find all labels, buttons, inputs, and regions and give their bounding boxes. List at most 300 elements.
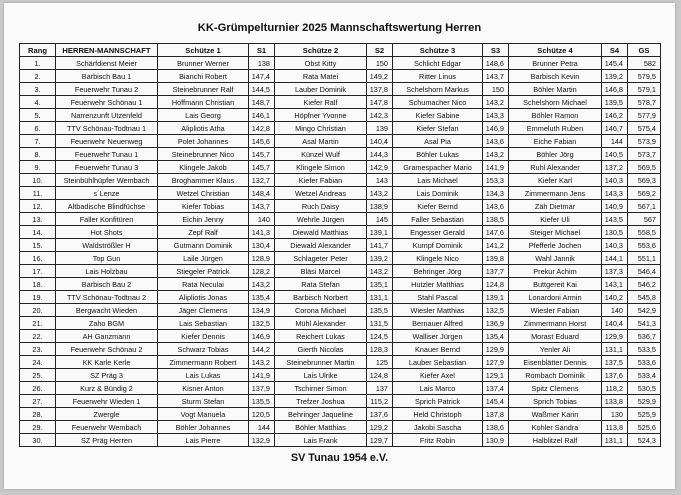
score-sheet — [4, 3, 675, 489]
header-score-1: S1 — [249, 44, 275, 57]
total-cell: 579,5 — [628, 70, 661, 83]
shooter-3-cell: Jakobi Sascha — [393, 421, 483, 434]
shooter-1-cell: Gutmann Dominik — [158, 239, 249, 252]
score-1-cell: 128,2 — [249, 265, 275, 278]
score-4-cell: 113,8 — [602, 421, 628, 434]
rank-cell: 16. — [20, 252, 56, 265]
shooter-4-cell: Spitz Clemens — [509, 382, 602, 395]
shooter-1-cell: Steinebrunner Ralf — [158, 83, 249, 96]
rank-cell: 20. — [20, 304, 56, 317]
rank-cell: 5. — [20, 109, 56, 122]
table-row — [20, 421, 661, 434]
shooter-4-cell: Schelshorn Michael — [509, 96, 602, 109]
score-1-cell: 120,5 — [249, 408, 275, 421]
shooter-1-cell: Broghammer Klaus — [158, 174, 249, 187]
score-4-cell: 140,2 — [602, 291, 628, 304]
score-2-cell: 140,4 — [367, 135, 393, 148]
shooter-3-cell: Behringer Jörg — [393, 265, 483, 278]
total-cell: 553,6 — [628, 239, 661, 252]
table-row — [20, 122, 661, 135]
score-4-cell: 131,1 — [602, 343, 628, 356]
score-4-cell: 145,4 — [602, 57, 628, 70]
team-cell: Steinbühlhüpfer Wembach — [56, 174, 158, 187]
score-1-cell: 143,7 — [249, 200, 275, 213]
score-3-cell: 127,9 — [483, 356, 509, 369]
team-cell: Feuerwehr Tunau 3 — [56, 161, 158, 174]
shooter-1-cell: Vogt Manuela — [158, 408, 249, 421]
score-2-cell: 145 — [367, 213, 393, 226]
team-cell: TTV Schönau-Todtnau 1 — [56, 122, 158, 135]
shooter-3-cell: Knauer Bernd — [393, 343, 483, 356]
rank-cell: 9. — [20, 161, 56, 174]
shooter-2-cell: Rata Stefan — [275, 278, 367, 291]
score-3-cell: 139,1 — [483, 291, 509, 304]
rank-cell: 3. — [20, 83, 56, 96]
score-4-cell: 140,3 — [602, 239, 628, 252]
shooter-2-cell: Schlageter Peter — [275, 252, 367, 265]
shooter-4-cell: Eisenblätter Dennis — [509, 356, 602, 369]
shooter-2-cell: Gierth Nicolas — [275, 343, 367, 356]
rank-cell: 28. — [20, 408, 56, 421]
shooter-2-cell: Behringer Jaqueline — [275, 408, 367, 421]
score-4-cell: 130,5 — [602, 226, 628, 239]
team-cell: s´Lenze — [56, 187, 158, 200]
shooter-4-cell: Wiesler Fabian — [509, 304, 602, 317]
shooter-4-cell: Eiche Fabian — [509, 135, 602, 148]
shooter-1-cell: Hoffmann Christian — [158, 96, 249, 109]
team-cell: Altbadische Blindfüchse — [56, 200, 158, 213]
total-cell: 533,6 — [628, 356, 661, 369]
rank-cell: 19. — [20, 291, 56, 304]
shooter-4-cell: Sprich Tobias — [509, 395, 602, 408]
table-body — [20, 57, 661, 447]
score-1-cell: 146,1 — [249, 109, 275, 122]
team-cell: Zaho BGM — [56, 317, 158, 330]
total-cell: 551,1 — [628, 252, 661, 265]
total-cell: 533,4 — [628, 369, 661, 382]
score-2-cell: 142,3 — [367, 109, 393, 122]
shooter-4-cell: Zäh Dietmar — [509, 200, 602, 213]
shooter-2-cell: Rata Matei — [275, 70, 367, 83]
shooter-3-cell: Wiesler Matthias — [393, 304, 483, 317]
score-4-cell: 143,1 — [602, 278, 628, 291]
shooter-2-cell: Asal Martin — [275, 135, 367, 148]
score-3-cell: 124,8 — [483, 278, 509, 291]
total-cell: 573,7 — [628, 148, 661, 161]
shooter-3-cell: Schumacher Nico — [393, 96, 483, 109]
total-cell: 525,9 — [628, 408, 661, 421]
header-team: HERREN-MANNSCHAFT — [56, 44, 158, 57]
score-3-cell: 153,3 — [483, 174, 509, 187]
score-4-cell: 146,7 — [602, 122, 628, 135]
shooter-1-cell: Klingele Jakob — [158, 161, 249, 174]
shooter-2-cell: Kiefer Ralf — [275, 96, 367, 109]
shooter-2-cell: Diewald Matthias — [275, 226, 367, 239]
header-total: GS — [628, 44, 661, 57]
shooter-3-cell: Schelshorn Markus — [393, 83, 483, 96]
shooter-3-cell: Klingele Nico — [393, 252, 483, 265]
score-1-cell: 141,9 — [249, 369, 275, 382]
score-4-cell: 131,1 — [602, 434, 628, 447]
score-4-cell: 140,9 — [602, 200, 628, 213]
shooter-4-cell: Prekur Achim — [509, 265, 602, 278]
shooter-1-cell: Wetzel Christian — [158, 187, 249, 200]
shooter-1-cell: Kiefer Dennis — [158, 330, 249, 343]
header-rank: Rang — [20, 44, 56, 57]
score-2-cell: 131,5 — [367, 317, 393, 330]
score-2-cell: 124,8 — [367, 369, 393, 382]
score-1-cell: 144,5 — [249, 83, 275, 96]
total-cell: 569,3 — [628, 174, 661, 187]
table-row — [20, 83, 661, 96]
score-3-cell: 129,1 — [483, 369, 509, 382]
shooter-4-cell: Pfefferle Jochen — [509, 239, 602, 252]
team-cell: Feuerwehr Schönau 2 — [56, 343, 158, 356]
total-cell: 529,9 — [628, 395, 661, 408]
shooter-2-cell: Wehrle Jürgen — [275, 213, 367, 226]
rank-cell: 12. — [20, 200, 56, 213]
shooter-1-cell: Sturm Stefan — [158, 395, 249, 408]
shooter-2-cell: Höpfner Yvonne — [275, 109, 367, 122]
score-4-cell: 137,6 — [602, 369, 628, 382]
score-2-cell: 128,3 — [367, 343, 393, 356]
score-3-cell: 143,7 — [483, 70, 509, 83]
shooter-4-cell: Böhler Jörg — [509, 148, 602, 161]
shooter-4-cell: Kohler Sandra — [509, 421, 602, 434]
rank-cell: 17. — [20, 265, 56, 278]
score-3-cell: 143,2 — [483, 96, 509, 109]
score-2-cell: 142,9 — [367, 161, 393, 174]
total-cell: 569,2 — [628, 187, 661, 200]
score-2-cell: 135,5 — [367, 304, 393, 317]
score-2-cell: 150 — [367, 57, 393, 70]
rank-cell: 29. — [20, 421, 56, 434]
score-3-cell: 138,5 — [483, 213, 509, 226]
table-row — [20, 187, 661, 200]
score-1-cell: 145,6 — [249, 135, 275, 148]
shooter-3-cell: Kumpf Dominik — [393, 239, 483, 252]
score-3-cell: 143,2 — [483, 148, 509, 161]
table-row — [20, 304, 661, 317]
score-2-cell: 131,1 — [367, 291, 393, 304]
score-3-cell: 134,3 — [483, 187, 509, 200]
shooter-1-cell: Kisner Anton — [158, 382, 249, 395]
team-cell: Schärfdienst Meier — [56, 57, 158, 70]
score-2-cell: 125 — [367, 356, 393, 369]
shooter-3-cell: Lauber Sebastian — [393, 356, 483, 369]
shooter-1-cell: Jäger Clemens — [158, 304, 249, 317]
shooter-1-cell: Lais Sebastian — [158, 317, 249, 330]
team-cell: Faller Konfitüren — [56, 213, 158, 226]
shooter-2-cell: Barbisch Norbert — [275, 291, 367, 304]
score-1-cell: 143,2 — [249, 356, 275, 369]
table-row — [20, 330, 661, 343]
score-4-cell: 146,2 — [602, 109, 628, 122]
score-3-cell: 143,3 — [483, 109, 509, 122]
team-cell: Feuerwehr Neuenweg — [56, 135, 158, 148]
score-1-cell: 141,3 — [249, 226, 275, 239]
shooter-2-cell: Wetzel Andreas — [275, 187, 367, 200]
total-cell: 573,9 — [628, 135, 661, 148]
score-3-cell: 130,9 — [483, 434, 509, 447]
score-4-cell: 139,2 — [602, 70, 628, 83]
shooter-1-cell: Rata Neculai — [158, 278, 249, 291]
score-3-cell: 148,6 — [483, 57, 509, 70]
rank-cell: 30. — [20, 434, 56, 447]
shooter-4-cell: Ruhl Alexander — [509, 161, 602, 174]
score-4-cell: 140,5 — [602, 148, 628, 161]
team-cell: Feuerwehr Tunau 2 — [56, 83, 158, 96]
shooter-2-cell: Lais Frank — [275, 434, 367, 447]
score-2-cell: 144,3 — [367, 148, 393, 161]
total-cell: 545,8 — [628, 291, 661, 304]
team-cell: AH Ganzmann — [56, 330, 158, 343]
shooter-1-cell: Lais Lukas — [158, 369, 249, 382]
rank-cell: 26. — [20, 382, 56, 395]
shooter-2-cell: Reichert Lukas — [275, 330, 367, 343]
rank-cell: 25. — [20, 369, 56, 382]
team-cell: Waldströßler H — [56, 239, 158, 252]
score-3-cell: 129,9 — [483, 343, 509, 356]
shooter-2-cell: Diewald Alexander — [275, 239, 367, 252]
shooter-1-cell: Stiegeler Patrick — [158, 265, 249, 278]
total-cell: 575,4 — [628, 122, 661, 135]
shooter-3-cell: Böhler Lukas — [393, 148, 483, 161]
shooter-3-cell: Sprich Patrick — [393, 395, 483, 408]
table-row — [20, 278, 661, 291]
table-row — [20, 369, 661, 382]
table-row — [20, 343, 661, 356]
table-row — [20, 174, 661, 187]
rank-cell: 21. — [20, 317, 56, 330]
score-4-cell: 133,8 — [602, 395, 628, 408]
shooter-4-cell: Halblitzel Ralf — [509, 434, 602, 447]
score-1-cell: 135,4 — [249, 291, 275, 304]
table-header-row — [20, 44, 661, 57]
table-row — [20, 161, 661, 174]
shooter-4-cell: Morast Eduard — [509, 330, 602, 343]
score-2-cell: 138,9 — [367, 200, 393, 213]
total-cell: 530,5 — [628, 382, 661, 395]
shooter-1-cell: Schwarz Tobias — [158, 343, 249, 356]
shooter-3-cell: Held Christoph — [393, 408, 483, 421]
shooter-2-cell: Mühl Alexander — [275, 317, 367, 330]
shooter-4-cell: Zimmermann Horst — [509, 317, 602, 330]
score-3-cell: 150 — [483, 83, 509, 96]
team-cell: Barbisch Bau 1 — [56, 70, 158, 83]
score-3-cell: 135,4 — [483, 330, 509, 343]
shooter-3-cell: Fritz Robin — [393, 434, 483, 447]
score-2-cell: 143,2 — [367, 187, 393, 200]
score-1-cell: 135,5 — [249, 395, 275, 408]
shooter-3-cell: Lais Marco — [393, 382, 483, 395]
score-2-cell: 124,5 — [367, 330, 393, 343]
shooter-4-cell: Böhler Martin — [509, 83, 602, 96]
total-cell: 567 — [628, 213, 661, 226]
shooter-1-cell: Laile Jürgen — [158, 252, 249, 265]
shooter-4-cell: Barbisch Kevin — [509, 70, 602, 83]
shooter-2-cell: Steinebrunner Martin — [275, 356, 367, 369]
team-cell: Feuerwehr Tunau 1 — [56, 148, 158, 161]
shooter-4-cell: Waßmer Karin — [509, 408, 602, 421]
score-1-cell: 146,9 — [249, 330, 275, 343]
rank-cell: 15. — [20, 239, 56, 252]
score-1-cell: 144,2 — [249, 343, 275, 356]
shooter-3-cell: Faller Sebastian — [393, 213, 483, 226]
table-row — [20, 135, 661, 148]
shooter-4-cell: Brunner Petra — [509, 57, 602, 70]
table-row — [20, 96, 661, 109]
shooter-4-cell: Kiefer Uli — [509, 213, 602, 226]
team-cell: Feuerwehr Wembach — [56, 421, 158, 434]
total-cell: 582 — [628, 57, 661, 70]
score-4-cell: 118,2 — [602, 382, 628, 395]
score-2-cell: 137 — [367, 382, 393, 395]
team-cell: TTV Schönau-Todtnau 2 — [56, 291, 158, 304]
score-2-cell: 129,2 — [367, 421, 393, 434]
shooter-2-cell: Lauber Dominik — [275, 83, 367, 96]
shooter-3-cell: Kiefer Sabine — [393, 109, 483, 122]
shooter-3-cell: Bernauer Alfred — [393, 317, 483, 330]
rank-cell: 6. — [20, 122, 56, 135]
table-row — [20, 356, 661, 369]
shooter-1-cell: Eichin Jenny — [158, 213, 249, 226]
total-cell: 533,5 — [628, 343, 661, 356]
shooter-4-cell: Buttgereit Kai — [509, 278, 602, 291]
shooter-3-cell: Lais Dominik — [393, 187, 483, 200]
score-4-cell: 143,5 — [602, 213, 628, 226]
shooter-2-cell: Klingele Simon — [275, 161, 367, 174]
score-4-cell: 143,3 — [602, 187, 628, 200]
rank-cell: 7. — [20, 135, 56, 148]
score-3-cell: 141,2 — [483, 239, 509, 252]
score-3-cell: 143,6 — [483, 200, 509, 213]
team-cell: Feuerwehr Schönau 1 — [56, 96, 158, 109]
table-row — [20, 200, 661, 213]
score-1-cell: 132,7 — [249, 174, 275, 187]
shooter-3-cell: Ritter Linus — [393, 70, 483, 83]
table-row — [20, 395, 661, 408]
rank-cell: 11. — [20, 187, 56, 200]
total-cell: 577,9 — [628, 109, 661, 122]
total-cell: 524,3 — [628, 434, 661, 447]
table-row — [20, 382, 661, 395]
score-1-cell: 148,4 — [249, 187, 275, 200]
shooter-4-cell: Lonardoni Armin — [509, 291, 602, 304]
score-2-cell: 135,1 — [367, 278, 393, 291]
score-1-cell: 140 — [249, 213, 275, 226]
score-1-cell: 145,7 — [249, 148, 275, 161]
score-3-cell: 141,9 — [483, 161, 509, 174]
total-cell: 569,5 — [628, 161, 661, 174]
shooter-4-cell: Zimmermann Jens — [509, 187, 602, 200]
score-2-cell: 141,7 — [367, 239, 393, 252]
shooter-2-cell: Ruch Daisy — [275, 200, 367, 213]
score-4-cell: 130 — [602, 408, 628, 421]
score-4-cell: 137,5 — [602, 356, 628, 369]
score-2-cell: 139,1 — [367, 226, 393, 239]
team-cell: Hot Shots — [56, 226, 158, 239]
table-row — [20, 226, 661, 239]
score-1-cell: 134,9 — [249, 304, 275, 317]
score-4-cell: 144 — [602, 135, 628, 148]
table-row — [20, 265, 661, 278]
score-4-cell: 137,2 — [602, 161, 628, 174]
shooter-3-cell: Kiefer Stefan — [393, 122, 483, 135]
score-1-cell: 132,9 — [249, 434, 275, 447]
shooter-3-cell: Hutzler Matthias — [393, 278, 483, 291]
score-1-cell: 143,2 — [249, 278, 275, 291]
score-3-cell: 137,8 — [483, 408, 509, 421]
score-3-cell: 145,4 — [483, 395, 509, 408]
shooter-1-cell: Brunner Werner — [158, 57, 249, 70]
score-3-cell: 136,9 — [483, 317, 509, 330]
shooter-4-cell: Steiger Michael — [509, 226, 602, 239]
header-score-3: S3 — [483, 44, 509, 57]
shooter-4-cell: Böhler Ramon — [509, 109, 602, 122]
results-table — [19, 43, 661, 447]
header-shooter-4: Schütze 4 — [509, 44, 602, 57]
shooter-2-cell: Obst Kitty — [275, 57, 367, 70]
table-row — [20, 408, 661, 421]
rank-cell: 14. — [20, 226, 56, 239]
score-1-cell: 130,4 — [249, 239, 275, 252]
shooter-2-cell: Mingo Christian — [275, 122, 367, 135]
rank-cell: 2. — [20, 70, 56, 83]
shooter-4-cell: Wahl Jannik — [509, 252, 602, 265]
table-row — [20, 70, 661, 83]
team-cell: Top Gun — [56, 252, 158, 265]
total-cell: 579,1 — [628, 83, 661, 96]
score-2-cell: 143 — [367, 174, 393, 187]
shooter-1-cell: Steinebrunner Nico — [158, 148, 249, 161]
page-title: KK-Grümpelturnier 2025 Mannschaftswertung Herren — [197, 22, 482, 34]
score-1-cell: 144 — [249, 421, 275, 434]
total-cell: 578,7 — [628, 96, 661, 109]
score-1-cell: 145,7 — [249, 161, 275, 174]
shooter-3-cell: Walliser Jürgen — [393, 330, 483, 343]
team-cell: Bergwacht Wieden — [56, 304, 158, 317]
score-1-cell: 147,4 — [249, 70, 275, 83]
shooter-3-cell: Asal Pia — [393, 135, 483, 148]
shooter-1-cell: Böhler Johannes — [158, 421, 249, 434]
table-row — [20, 291, 661, 304]
rank-cell: 23. — [20, 343, 56, 356]
table-row — [20, 57, 661, 70]
rank-cell: 10. — [20, 174, 56, 187]
score-3-cell: 147,6 — [483, 226, 509, 239]
score-2-cell: 129,7 — [367, 434, 393, 447]
score-3-cell: 137,7 — [483, 265, 509, 278]
header-shooter-1: Schütze 1 — [158, 44, 249, 57]
shooter-2-cell: Künzel Wulf — [275, 148, 367, 161]
shooter-1-cell: Lais Pierre — [158, 434, 249, 447]
rank-cell: 1. — [20, 57, 56, 70]
score-4-cell: 140,4 — [602, 317, 628, 330]
score-2-cell: 149,2 — [367, 70, 393, 83]
shooter-2-cell: Lais Ulrike — [275, 369, 367, 382]
team-cell: SZ Präg 3 — [56, 369, 158, 382]
score-1-cell: 148,7 — [249, 96, 275, 109]
team-cell: SZ Präg Herren — [56, 434, 158, 447]
score-3-cell: 139,8 — [483, 252, 509, 265]
score-2-cell: 139,2 — [367, 252, 393, 265]
rank-cell: 27. — [20, 395, 56, 408]
score-2-cell: 143,2 — [367, 265, 393, 278]
team-cell: Zwergle — [56, 408, 158, 421]
team-cell: Barbisch Bau 2 — [56, 278, 158, 291]
shooter-4-cell: Emmeluth Ruben — [509, 122, 602, 135]
